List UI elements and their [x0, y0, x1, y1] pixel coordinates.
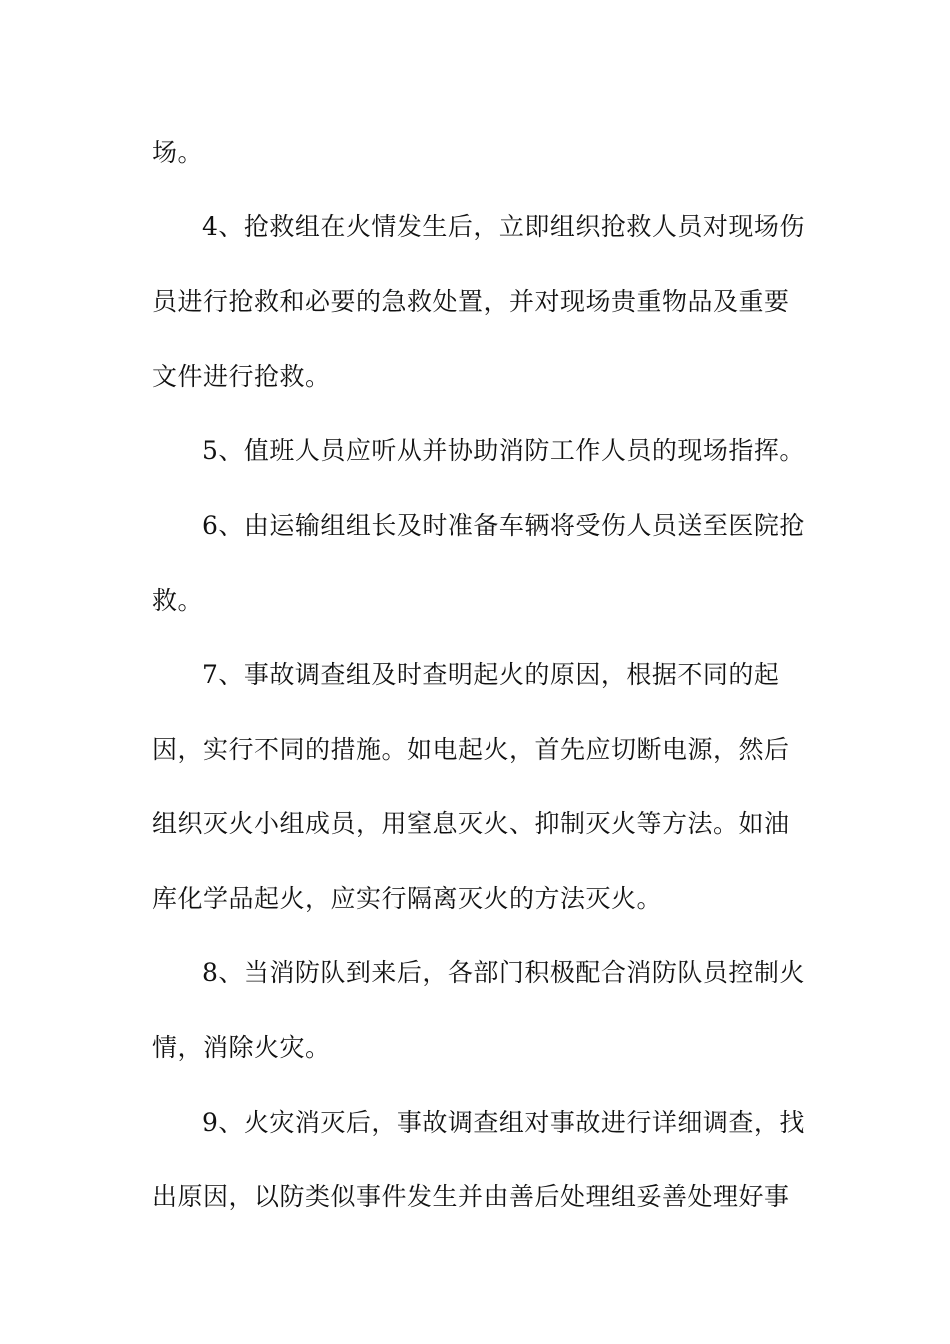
text-line: 8、当消防队到来后，各部门积极配合消防队员控制火 — [202, 958, 805, 987]
text-line: 出原因，以防类似事件发生并由善后处理组妥善处理好事 — [152, 1182, 790, 1211]
text-line: 库化学品起火，应实行隔离灭火的方法灭火。 — [152, 884, 663, 913]
text-line: 组织灭火小组成员，用窒息灭火、抑制灭火等方法。如油 — [152, 809, 790, 838]
text-line: 7、事故调查组及时查明起火的原因，根据不同的起 — [202, 660, 780, 689]
text-line: 9、火灾消灭后，事故调查组对事故进行详细调查，找 — [202, 1108, 805, 1137]
text-line: 员进行抢救和必要的急救处置，并对现场贵重物品及重要 — [152, 287, 790, 316]
text-line: 因，实行不同的措施。如电起火，首先应切断电源，然后 — [152, 735, 790, 764]
text-line: 6、由运输组组长及时准备车辆将受伤人员送至医院抢 — [202, 511, 805, 540]
text-line: 救。 — [152, 586, 204, 615]
text-line: 4、抢救组在火情发生后，立即组织抢救人员对现场伤 — [202, 212, 805, 241]
text-line: 5、值班人员应听从并协助消防工作人员的现场指挥。 — [202, 436, 805, 465]
text-line: 场。 — [152, 138, 204, 167]
text-line: 文件进行抢救。 — [152, 362, 331, 391]
text-line: 情，消除火灾。 — [152, 1033, 331, 1062]
